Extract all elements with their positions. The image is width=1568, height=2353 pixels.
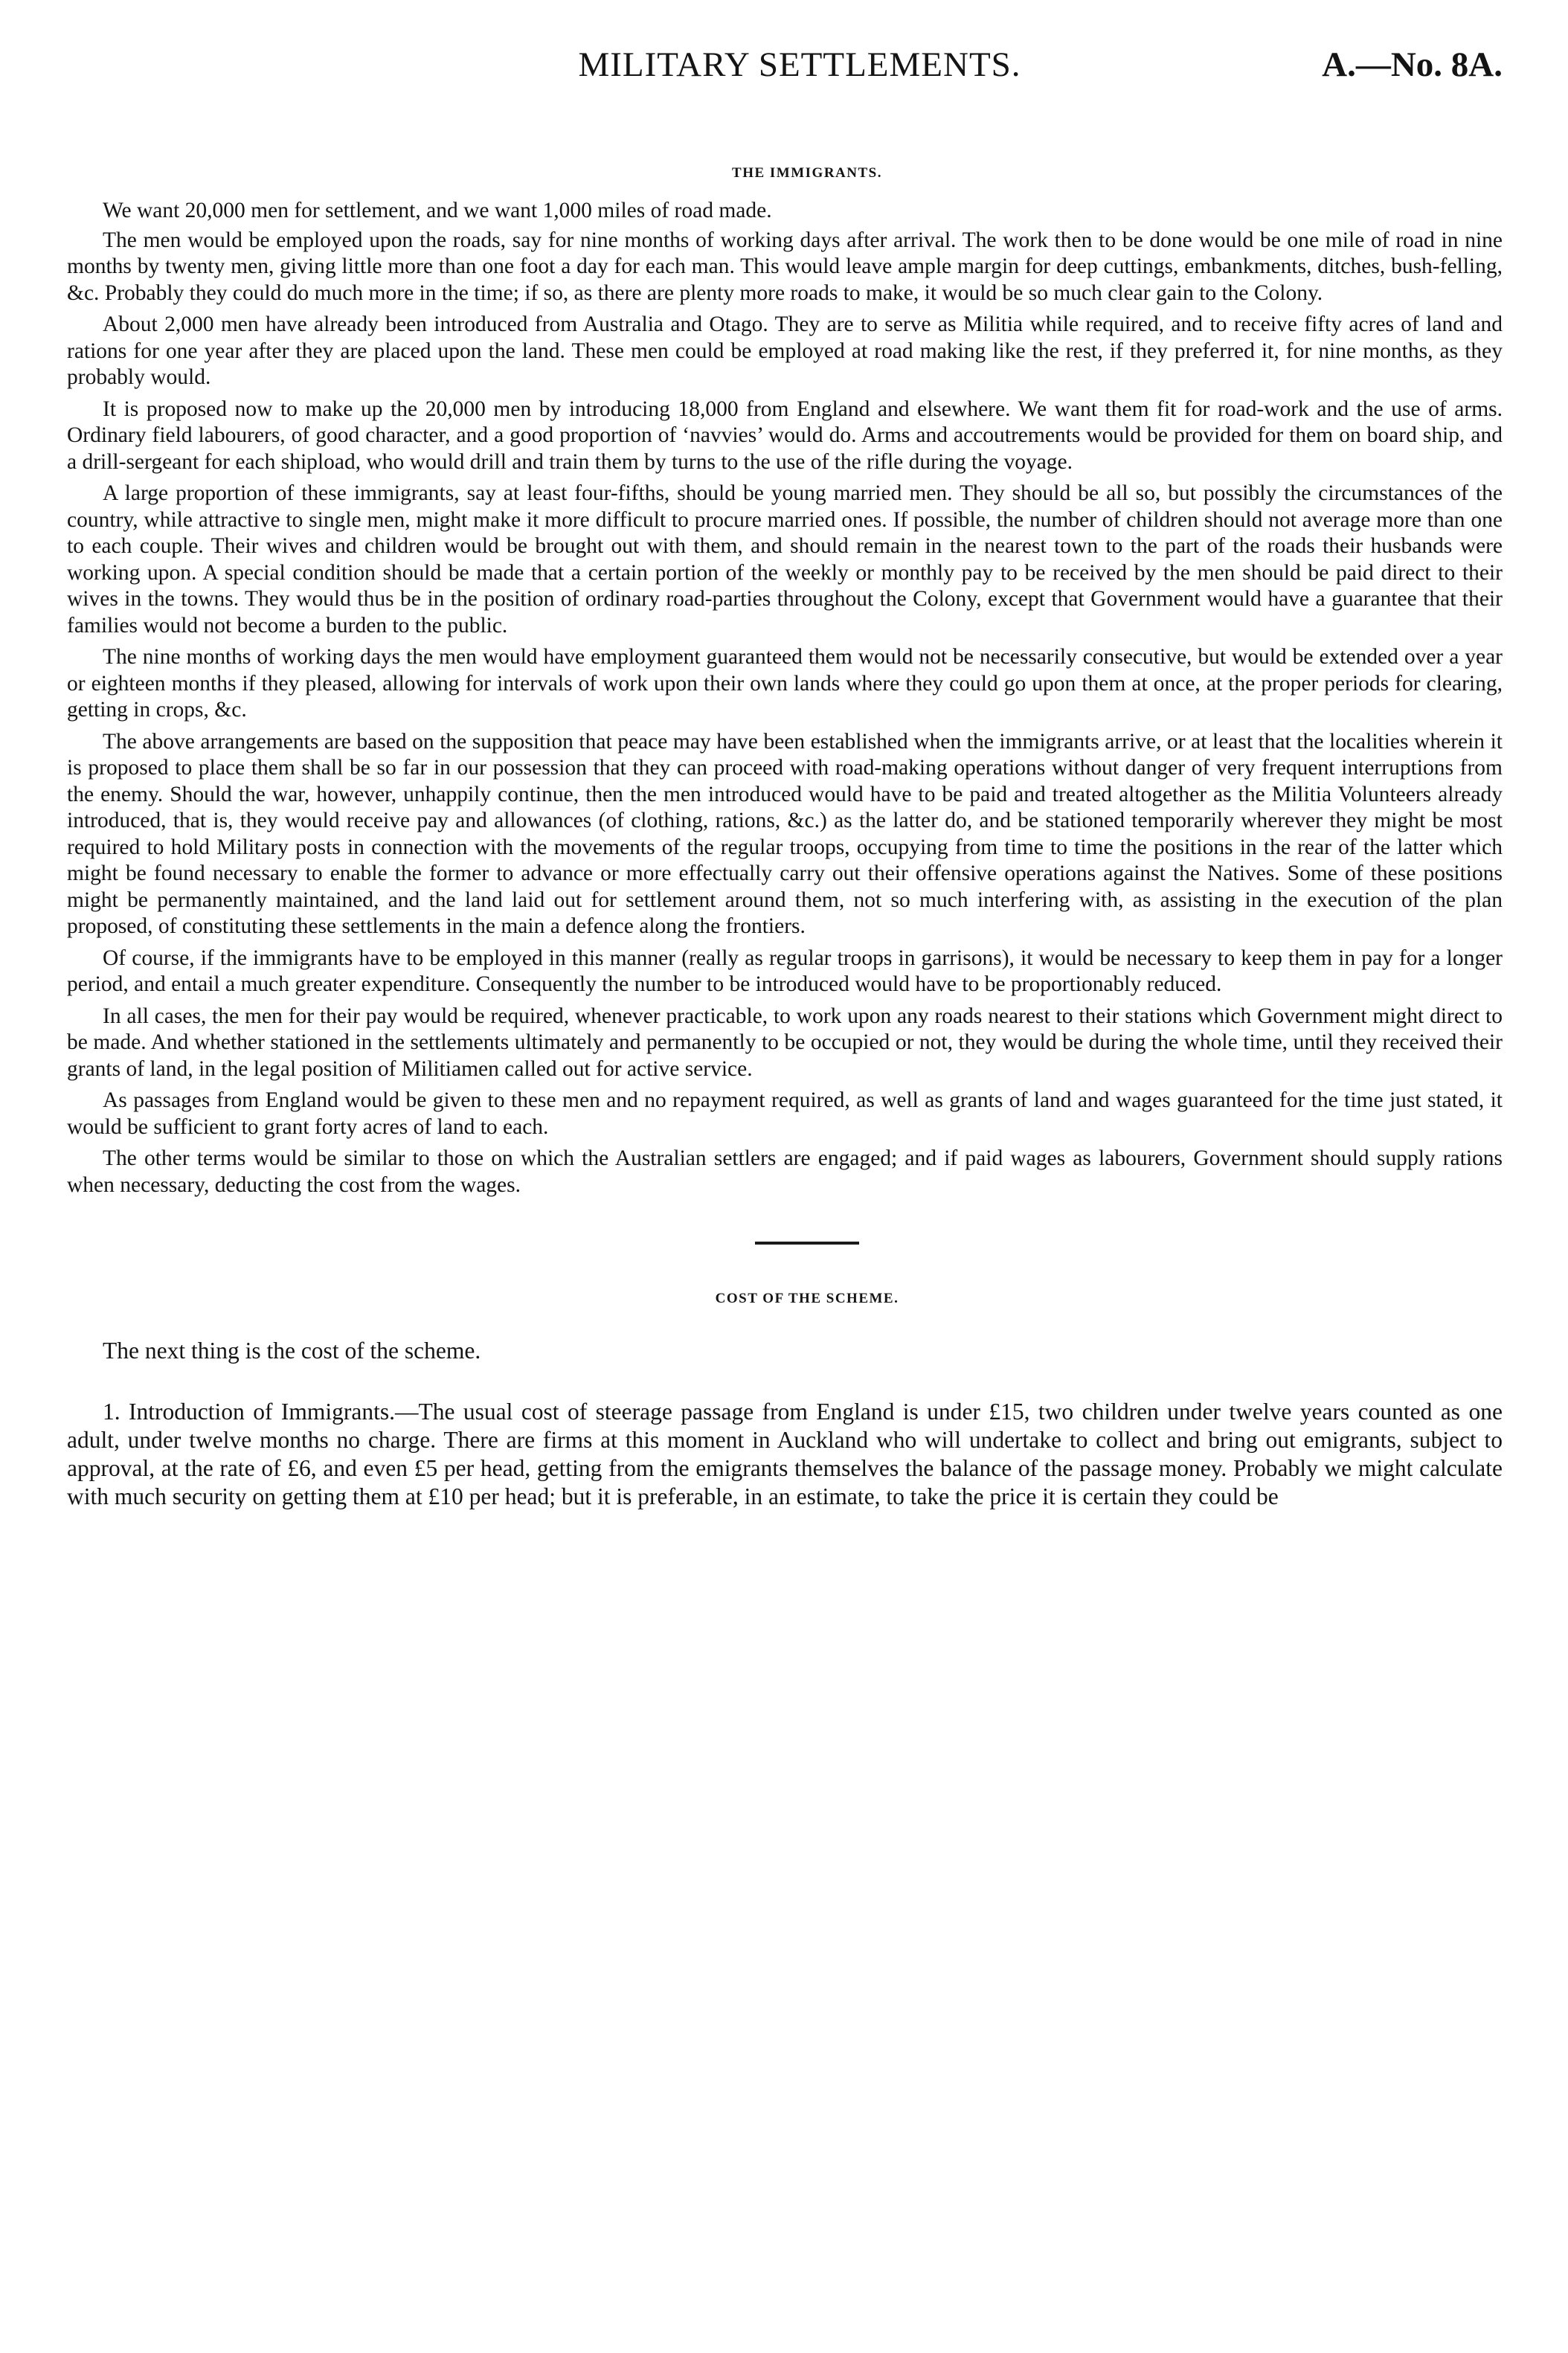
paragraph: In all cases, the men for their pay would be required, whenever practicable, to work upon any roads nearest to their stations which Government might direct to be made. And whether stationed in the settlements ultimately and permanently to be occupied or not, they would be during the whole time, until they received their grants of land, in the legal position of Militiamen called out for active service.	[67, 1004, 1503, 1081]
paragraph: A large proportion of these immigrants, say at least four-fifths, should be young married men. They should be all so, but possibly the circumstances of the country, while attractive to single men, might make it more difficult to procure married ones. If possible, the number of children should not average more than one to each couple. Their wives and children would be brought out with them, and should remain in the nearest town to the part of the roads their husbands were working upon. A special condition should be made that a certain portion of the weekly or monthly pay to be received by the men should be paid direct to their wives in the towns. They would thus be in the position of ordinary road-parties throughout the Colony, except that Government would have a guarantee that their families would not become a burden to the public.	[67, 481, 1503, 638]
paragraph: 1. Introduction of Immigrants.—The usual cost of steerage passage from England is under £15, two children under twelve years counted as one adult, under twelve months no charge. There are firms at this moment in Auckland who will undertake to collect and bring out emigrants, subject to approval, at the rate of £6, and even £5 per head, getting from the emigrants themselves the balance of the passage money. Probably we might calculate with much security on getting them at £10 per head; but it is preferable, in an estimate, to take the price it is certain they could be	[67, 1399, 1503, 1509]
paragraph: We want 20,000 men for settlement, and we want 1,000 miles of road made.	[103, 199, 772, 222]
section-divider-rule	[755, 1242, 859, 1245]
section-heading-immigrants: THE IMMIGRANTS.	[732, 165, 882, 181]
section-immigrants	[67, 165, 1503, 1198]
paragraph: It is proposed now to make up the 20,000 men by introducing 18,000 from England and elsewhere. We want them fit for road-work and the use of arms. Ordinary field labourers, of good character, and a good proportion of ‘navvies’ would do. Arms and accoutrements would be provided for them on board ship, and a drill-sergeant for each shipload, who would drill and train them by turns to the use of the rifle during the voyage.	[67, 397, 1503, 474]
section-heading-cost: COST OF THE SCHEME.	[715, 1291, 899, 1306]
paragraph: The above arrangements are based on the supposition that peace may have been established when the immigrants arrive, or at least that the localities wherein it is proposed to place them shall be so far in our possession that they can proceed with road-making operations without danger of very frequent interruptions from the enemy. Should the war, however, unhappily continue, then the men introduced would have to be paid and treated altogether as the Militia Volunteers already introduced, that is, they would receive pay and allowances (of clothing, rations, &c.) as the latter do, and be stationed temporarily wherever they might be most required to hold Military posts in connection with the movements of the regular troops, occupying from time to time the positions in the rear of the latter which might be found necessary to enable the former to advance or more effectually carry out their offensive operations against the Natives. Some of these positions might be permanently maintained, and the land laid out for settlement around them, not so much interfering with, as assisting in the execution of the plan proposed, of constituting these settlements in the main a defence along the frontiers.	[67, 729, 1503, 938]
paragraph: The nine months of working days the men would have employment guaranteed them would not be necessarily consecutive, but would be extended over a year or eighteen months if they pleased, allowing for intervals of work upon their own lands where they could go upon them at once, at the proper periods for clearing, getting in crops, &c.	[67, 645, 1503, 722]
document-page	[67, 30, 1503, 2336]
paragraph: The other terms would be similar to those on which the Australian settlers are engaged; and if paid wages as labourers, Government should supply rations when necessary, deducting the cost from the wages.	[67, 1146, 1503, 1197]
document-reference: A.—No. 8A.	[1322, 45, 1503, 84]
section-cost	[67, 1291, 1503, 1511]
cost-intro-paragraph: The next thing is the cost of the scheme.	[103, 1338, 481, 1364]
page-title: MILITARY SETTLEMENTS.	[578, 45, 1021, 84]
paragraph: About 2,000 men have already been introduced from Australia and Otago. They are to serve as Militia while required, and to receive fifty acres of land and rations for one year after they are placed upon the land. These men could be employed at road making like the rest, if they preferred it, for nine months, as they probably would.	[67, 312, 1503, 389]
paragraph: As passages from England would be given to these men and no repayment required, as well as grants of land and wages guaranteed for the time just stated, it would be sufficient to grant forty acres of land to each.	[67, 1088, 1503, 1139]
paragraph: The men would be employed upon the roads, say for nine months of working days after arrival. The work then to be done would be one mile of road in nine months by twenty men, giving little more than one foot a day for each man. This would leave ample margin for deep cuttings, embankments, ditches, bush-felling, &c. Probably they could do much more in the time; if so, as there are plenty more roads to make, it would be so much clear gain to the Colony.	[67, 228, 1503, 305]
paragraph: Of course, if the immigrants have to be employed in this manner (really as regular troops in garrisons), it would be necessary to keep them in pay for a longer period, and entail a much greater expenditure. Consequently the number to be introduced would have to be proportionably reduced.	[67, 946, 1503, 996]
page-header	[67, 30, 1503, 104]
